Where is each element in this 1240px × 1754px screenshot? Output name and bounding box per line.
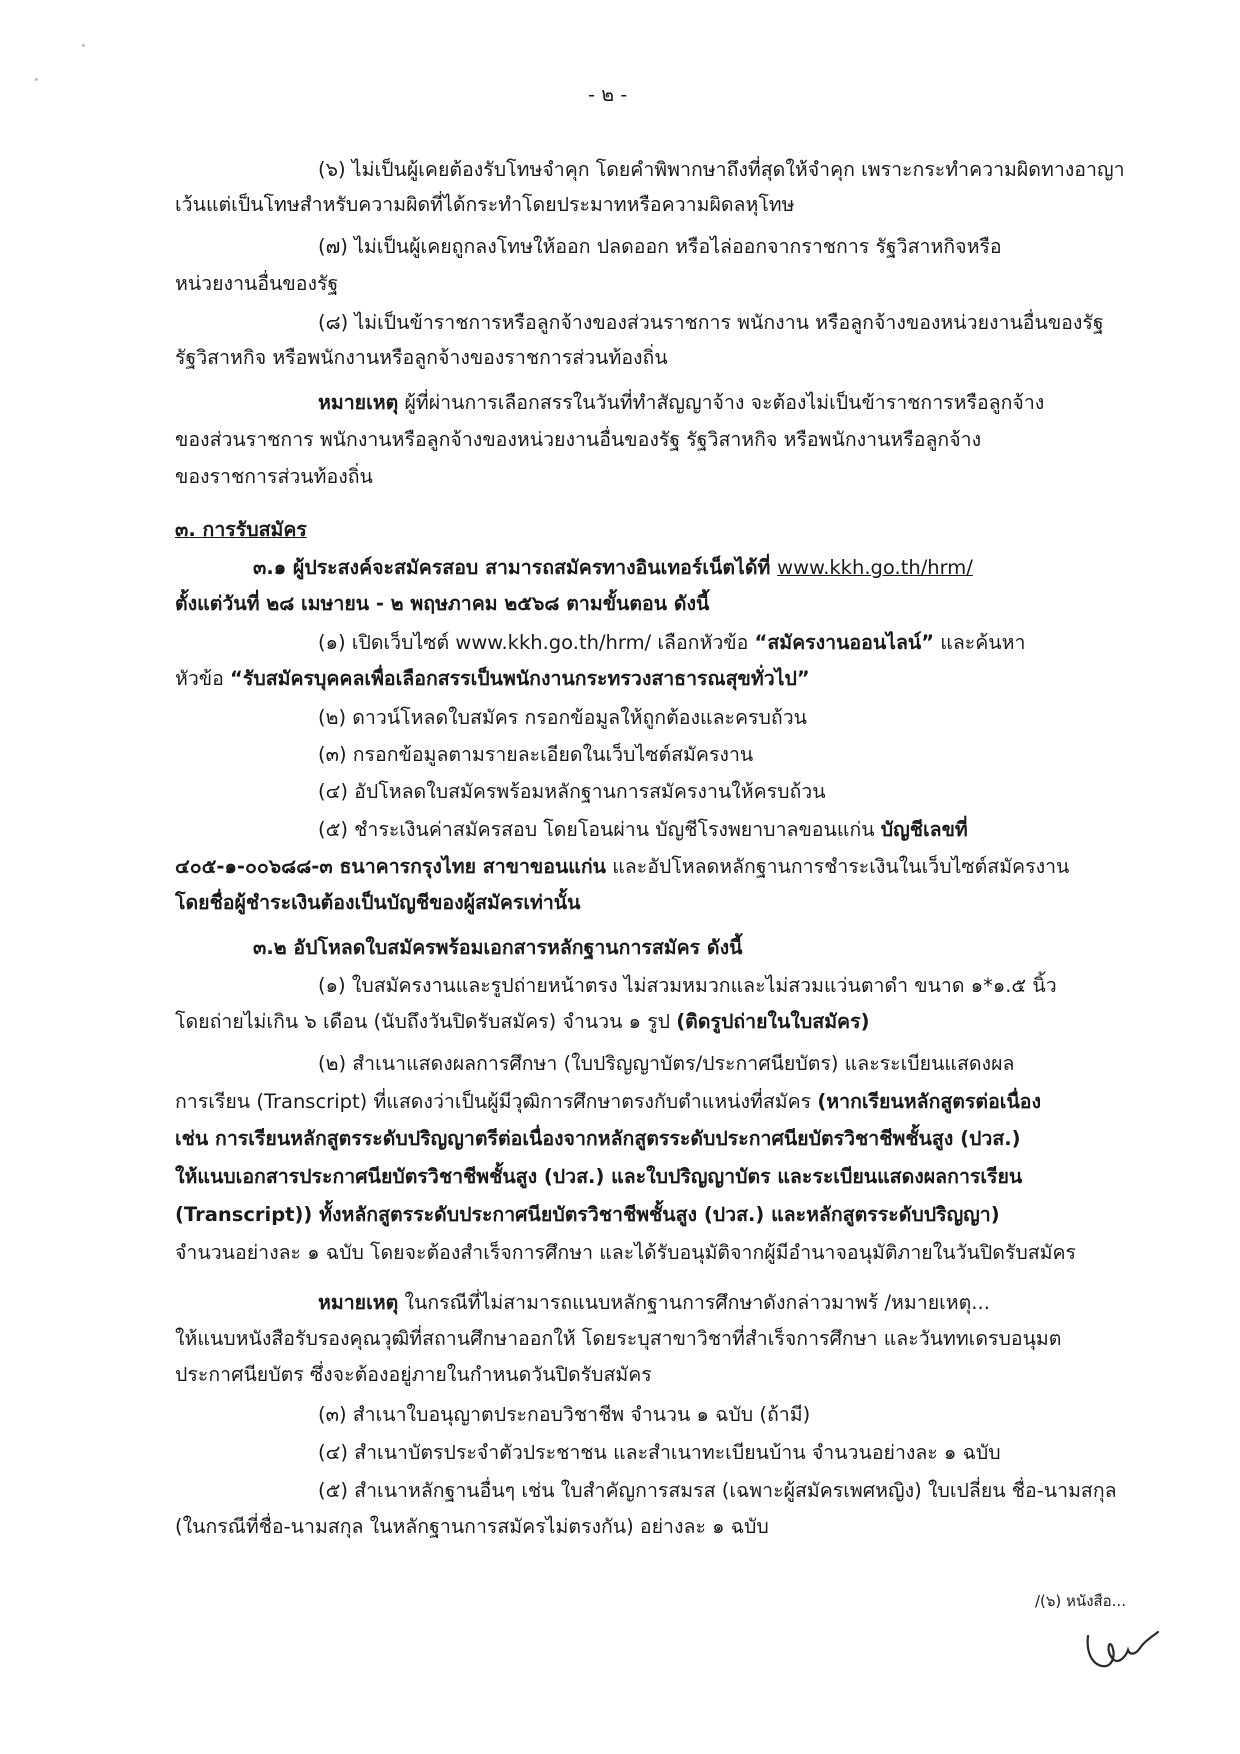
doc-1-line-1: (๑) ใบสมัครงานและรูปถ่ายหน้าตรง ไม่สวมหมวกและไม่สวมแว่นตาดำ ขนาด ๑*๑.๕ นิ้ว <box>318 974 1057 997</box>
item-8-line-1: (๘) ไม่เป็นข้าราชการหรือลูกจ้างของส่วนราชการ พนักงาน หรือลูกจ้างของหน่วยงานอื่นของรัฐ <box>318 311 1104 334</box>
doc-2-line-5: (Transcript)) ทั้งหลักสูตรระดับประกาศนียบัตรวิชาชีพชั้นสูง (ปวส.) และหลักสูตรระดับปริญญา) <box>175 1203 1000 1226</box>
note-2-label: หมายเหตุ <box>318 1291 399 1314</box>
step-4: (๔) อัปโหลดใบสมัครพร้อมหลักฐานการสมัครงานให้ครบถ้วน <box>318 780 826 803</box>
note-1-line-3: ของราชการส่วนท้องถิ่น <box>175 465 373 488</box>
section-3-2-heading: ๓.๒ อัปโหลดใบสมัครพร้อมเอกสารหลักฐานการสมัคร ดังนี้ <box>253 936 743 959</box>
doc-1-line-2: โดยถ่ายไม่เกิน ๖ เดือน (นับถึงวันปิดรับสมัคร) จำนวน ๑ รูป (ติดรูปถ่ายในใบสมัคร) <box>175 1010 870 1033</box>
item-8-line-2: รัฐวิสาหกิจ หรือพนักงานหรือลูกจ้างของราชการส่วนท้องถิ่น <box>175 346 668 369</box>
item-6-line-1: (๖) ไม่เป็นผู้เคยต้องรับโทษจำคุก โดยคำพิพากษาถึงที่สุดให้จำคุก เพราะกระทำความผิดทางอาญา <box>318 158 1125 181</box>
note-1-line-2: ของส่วนราชการ พนักงานหรือลูกจ้างของหน่วยงานอื่นของรัฐ รัฐวิสาหกิจ หรือพนักงานหรือลูกจ้าง <box>175 428 982 451</box>
doc-3: (๓) สำเนาใบอนุญาตประกอบวิชาชีพ จำนวน ๑ ฉบับ (ถ้ามี) <box>318 1403 811 1426</box>
section-3-1-line-2: ตั้งแต่วันที่ ๒๘ เมษายน - ๒ พฤษภาคม ๒๕๖๘ ตามขั้นตอน ดังนี้ <box>175 592 710 615</box>
doc-5-line-2: (ในกรณีที่ชื่อ-นามสกุล ในหลักฐานการสมัครไม่ตรงกัน) อย่างละ ๑ ฉบับ <box>175 1515 769 1538</box>
note-2-line-3: ประกาศนียบัตร ซึ่งจะต้องอยู่ภายในกำหนดวันปิดรับสมัคร <box>175 1363 652 1386</box>
doc-2-line-6: จำนวนอย่างละ ๑ ฉบับ โดยจะต้องสำเร็จการศึกษา และได้รับอนุมัติจากผู้มีอำนาจอนุมัติภายในวันปิดรับสมัคร <box>175 1241 1077 1264</box>
apply-url-link[interactable]: www.kkh.go.th/hrm/ <box>777 556 973 579</box>
step-5-line-1: (๕) ชำระเงินค่าสมัครสอบ โดยโอนผ่าน บัญชีโรงพยาบาลขอนแก่น บัญชีเลขที่ <box>318 818 968 841</box>
continuation-note: /(๖) หนังสือ... <box>1035 1592 1126 1610</box>
doc-2-line-2: การเรียน (Transcript) ที่แสดงว่าเป็นผู้มีวุฒิการศึกษาตรงกับตำแหน่งที่สมัคร (หากเรียนหลักสูตรต่อเนื่อง <box>175 1090 1042 1113</box>
scan-speck <box>35 78 38 81</box>
note-2-line-1: หมายเหตุ ในกรณีที่ไม่สามารถแนบหลักฐานการศึกษาดังกล่าวมาพร้ /หมายเหตุ... <box>318 1291 990 1314</box>
step-1-line-2: หัวข้อ “รับสมัครบุคคลเพื่อเลือกสรรเป็นพนักงานกระทรวงสาธารณสุขทั่วไป” <box>175 667 810 690</box>
doc-5-line-1: (๕) สำเนาหลักฐานอื่นๆ เช่น ใบสำคัญการสมรส (เฉพาะผู้สมัครเพศหญิง) ใบเปลี่ยน ชื่อ-นามสกุล <box>318 1479 1117 1502</box>
note-1-label: หมายเหตุ <box>318 391 399 414</box>
item-7-line-1: (๗) ไม่เป็นผู้เคยถูกลงโทษให้ออก ปลดออก หรือไล่ออกจากราชการ รัฐวิสาหกิจหรือ <box>318 235 1002 258</box>
step-5-line-3: โดยชื่อผู้ชำระเงินต้องเป็นบัญชีของผู้สมัครเท่านั้น <box>175 891 581 914</box>
signature-mark <box>1082 1622 1162 1682</box>
step-5-line-2: ๔๐๕-๑-๐๐๖๘๘-๓ ธนาคารกรุงไทย สาขาขอนแก่น และอัปโหลดหลักฐานการชำระเงินในเว็บไซต์สมัครงาน <box>175 855 1070 878</box>
section-3-heading: ๓. การรับสมัคร <box>175 518 307 541</box>
note-2-line-2: ให้แนบหนังสือรับรองคุณวุฒิที่สถานศึกษาออกให้ โดยระบุสาขาวิชาที่สำเร็จการศึกษา และวันททเดรบอนุมต <box>175 1327 1062 1350</box>
note-1-line-1: หมายเหตุ ผู้ที่ผ่านการเลือกสรรในวันที่ทำสัญญาจ้าง จะต้องไม่เป็นข้าราชการหรือลูกจ้าง <box>318 391 1045 414</box>
step-1-line-1: (๑) เปิดเว็บไซต์ www.kkh.go.th/hrm/ เลือกหัวข้อ “สมัครงานออนไลน์” และค้นหา <box>318 631 1026 654</box>
page-number: - ๒ - <box>588 83 628 106</box>
item-6-line-2: เว้นแต่เป็นโทษสำหรับความผิดที่ได้กระทำโดยประมาทหรือความผิดลหุโทษ <box>175 193 795 216</box>
section-3-1-line-1: ๓.๑ ผู้ประสงค์จะสมัครสอบ สามารถสมัครทางอินเทอร์เน็ตได้ที่ www.kkh.go.th/hrm/ <box>253 556 973 579</box>
step-3: (๓) กรอกข้อมูลตามรายละเอียดในเว็บไซต์สมัครงาน <box>318 743 754 766</box>
doc-2-line-4: ให้แนบเอกสารประกาศนียบัตรวิชาชีพชั้นสูง (ปวส.) และใบปริญญาบัตร และระเบียนแสดงผลการเรียน <box>175 1165 1023 1188</box>
scan-speck <box>82 44 85 47</box>
doc-2-line-3: เช่น การเรียนหลักสูตรระดับปริญญาตรีต่อเนื่องจากหลักสูตรระดับประกาศนียบัตรวิชาชีพชั้นสูง (ปวส.) <box>175 1127 1021 1150</box>
step-2: (๒) ดาวน์โหลดใบสมัคร กรอกข้อมูลให้ถูกต้องและครบถ้วน <box>318 706 807 729</box>
item-7-line-2: หน่วยงานอื่นของรัฐ <box>175 272 339 295</box>
doc-4: (๔) สำเนาบัตรประจำตัวประชาชน และสำเนาทะเบียนบ้าน จำนวนอย่างละ ๑ ฉบับ <box>318 1441 1001 1464</box>
doc-2-line-1: (๒) สำเนาแสดงผลการศึกษา (ใบปริญญาบัตร/ประกาศนียบัตร) และระเบียนแสดงผล <box>318 1052 1015 1075</box>
